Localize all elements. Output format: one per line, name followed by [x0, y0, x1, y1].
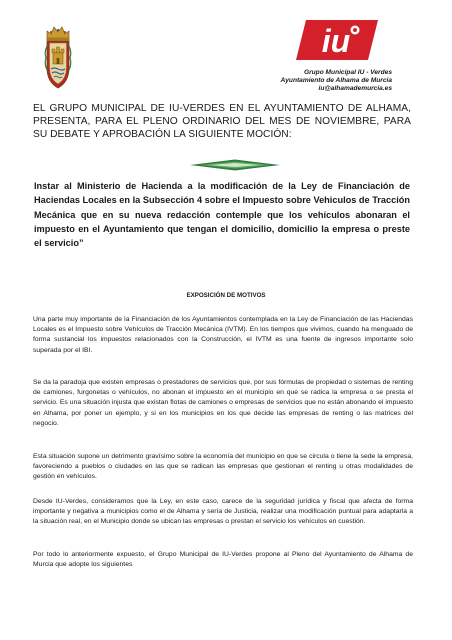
- motion-text: Instar al Ministerio de Hacienda a la modificación de la Ley de Financiación de Haciendas Locales en la Subsección 4 sobre el Impuesto sobre Vehiculos de Tracción Mecánica que en su nueva redacción contemple que los vehículos abonaran el impuesto en el Ayuntamiento que tengan el domicilio, domicilio la empresa o preste el servicio”: [34, 181, 410, 249]
- org-name: Grupo Municipal IU - Verdes: [303, 69, 392, 76]
- decorative-divider: [190, 159, 280, 171]
- org-email: iu@alhamademurcia.es: [318, 85, 392, 92]
- body-paragraph: Desde IU-Verdes, consideramos que la Ley, en este caso, carece de la seguridad jurídica y fiscal que afecta de forma importante y negativa a municipios como el de Alhama y sería de Justicia, realizar una modificación puntual para adaptarla a la situación real, en el Municipio donde se ubican las empresas o prestan el servicio los vehículos en cuestión.: [33, 498, 413, 526]
- iu-logo-text: iu: [321, 23, 351, 59]
- body-paragraph: Una parte muy importante de la Financiación de los Ayuntamientos contemplada en la Ley de Financiación de las Haciendas Locales es el Impuesto sobre Vehículos de Tracción Mecánica (IVTM). En los tiempos que vivimos, cuando ha menguado de forma sustancial los impuestos relacionados con la Construcción, el IVTM es una fuente de ingresos importante solo superada por el IBI.: [33, 316, 413, 354]
- town-crest-logo: [44, 22, 72, 90]
- iu-verdes-logo: [288, 18, 380, 62]
- body-paragraph: Se da la paradoja que existen empresas o prestadores de servicios que, por sus fórmulas de propiedad o sistemas de renting de camiones, furgonetas o vehículos, no abonan el impuesto en el municipio en que se radica la empresa o se presta el servicio. Es una situación injusta que existan flotas de camiones o empresas de servicios que no están abonando el impuesto en Alhama, por poner un ejemplo, y si en los municipios en los que decide las empresas de renting o las matrices del negocio.: [33, 379, 413, 427]
- document-heading: EL GRUPO MUNICIPAL DE IU-VERDES EN EL AYUNTAMIENTO DE ALHAMA, PRESENTA, PARA EL PLENO ORDINARIO DEL MES DE NOVIEMBRE, PARA SU DEBATE Y APROBACIÓN LA SIGUIENTE MOCIÓN:: [33, 103, 411, 140]
- org-city: Ayuntamiento de Alhama de Murcia: [280, 77, 392, 84]
- body-paragraph: Por todo lo anteriormente expuesto, el Grupo Municipal de IU-Verdes propone al Pleno del Ayuntamiento de Alhama de Murcia que adopte los siguientes: [33, 551, 413, 569]
- body-paragraph: Esta situación supone un detrimento gravísimo sobre la economía del municipio en que se circula o tiene la sede la empresa, favoreciendo a pueblos o ciudades en las que se radican las empresas que gestionan el renting u otras modalidades de gestión en vehículos.: [33, 453, 413, 481]
- section-title: EXPOSICIÓN DE MOTIVOS: [186, 292, 266, 299]
